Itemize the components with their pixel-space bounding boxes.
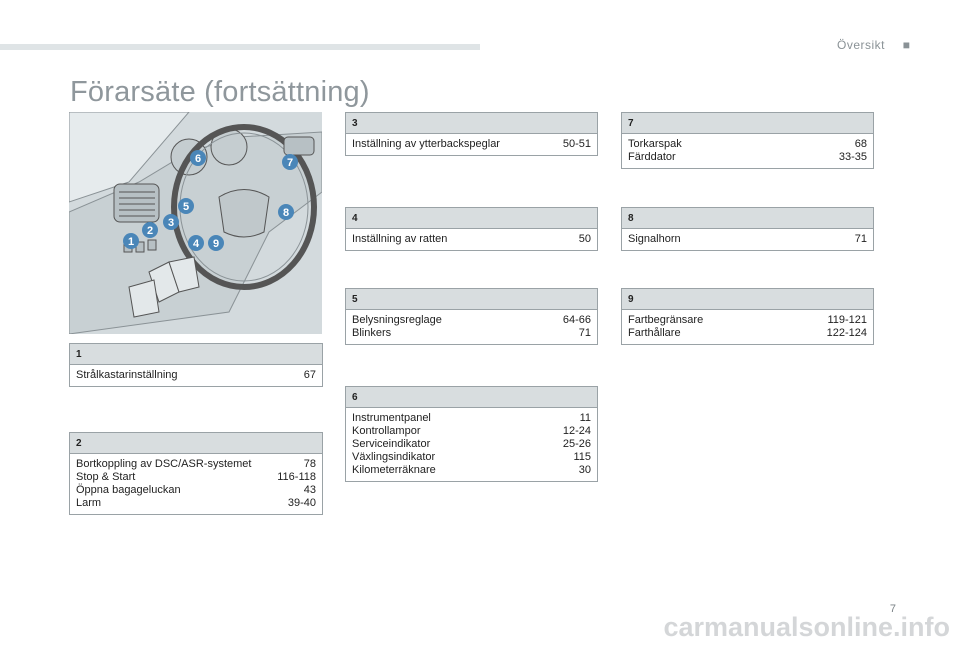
box-4 <box>345 207 598 251</box>
item-page: 64-66 <box>562 314 591 326</box>
box-3 <box>345 112 598 156</box>
svg-text:3: 3 <box>167 217 175 229</box>
svg-text:9: 9 <box>212 238 220 250</box>
header-bar <box>0 44 480 50</box>
item-page: 39-40 <box>287 497 316 509</box>
box-number: 3 <box>346 113 597 134</box>
item-page: 43 <box>303 484 316 496</box>
marker-8 <box>278 204 294 220</box>
page-number: 7 <box>889 603 896 615</box>
item-page: 33-35 <box>838 151 867 163</box>
item-page: 25-26 <box>562 438 591 450</box>
item-label: Kilometerräknare <box>352 464 436 476</box>
item-page: 67 <box>303 369 316 381</box>
item-label: Stop & Start <box>76 471 136 483</box>
item-page: 116-118 <box>277 471 316 483</box>
item-page: 50-51 <box>562 138 591 150</box>
item-page: 122-124 <box>826 327 867 339</box>
item-page: 115 <box>573 451 591 463</box>
box-number: 8 <box>622 208 873 229</box>
marker-1 <box>123 233 139 249</box>
list-item <box>352 233 591 246</box>
list-item <box>352 412 591 425</box>
list-item <box>352 438 591 451</box>
item-page: 71 <box>854 233 867 245</box>
marker-9 <box>208 235 224 251</box>
item-page: 68 <box>854 138 867 150</box>
marker-3 <box>163 214 179 230</box>
list-item <box>76 497 316 510</box>
list-item <box>76 484 316 497</box>
box-rows <box>346 408 597 481</box>
list-item <box>352 314 591 327</box>
list-item <box>352 327 591 340</box>
item-label: Växlingsindikator <box>352 451 436 463</box>
item-label: Öppna bagageluckan <box>76 484 181 496</box>
box-rows <box>622 229 873 250</box>
box-rows <box>70 365 322 386</box>
item-page: 50 <box>578 233 591 245</box>
box-rows <box>346 310 597 344</box>
box-number: 7 <box>622 113 873 134</box>
item-label: Belysningsreglage <box>352 314 442 326</box>
marker-4 <box>188 235 204 251</box>
marker-7 <box>282 154 298 170</box>
box-rows <box>70 454 322 514</box>
box-rows <box>346 229 597 250</box>
item-label: Strålkastarinställning <box>76 369 178 381</box>
list-item <box>628 327 867 340</box>
item-label: Blinkers <box>352 327 392 339</box>
box-number: 5 <box>346 289 597 310</box>
box-7 <box>621 112 874 169</box>
svg-text:2: 2 <box>146 225 154 237</box>
list-item <box>628 233 867 246</box>
list-item <box>76 471 316 484</box>
svg-text:4: 4 <box>192 238 200 250</box>
box-9 <box>621 288 874 345</box>
marker-5 <box>178 198 194 214</box>
box-rows <box>622 310 873 344</box>
item-label: Färddator <box>628 151 676 163</box>
page-title: Förarsäte (fortsättning) <box>70 76 370 108</box>
item-label: Kontrollampor <box>352 425 421 437</box>
box-number: 1 <box>70 344 322 365</box>
list-item <box>352 138 591 151</box>
list-item <box>76 369 316 382</box>
box-6 <box>345 386 598 482</box>
marker-6 <box>190 150 206 166</box>
item-label: Fartbegränsare <box>628 314 704 326</box>
list-item <box>352 425 591 438</box>
list-item <box>628 314 867 327</box>
list-item <box>352 464 591 477</box>
list-item <box>628 151 867 164</box>
item-page: 78 <box>303 458 316 470</box>
item-label: Serviceindikator <box>352 438 431 450</box>
box-number: 4 <box>346 208 597 229</box>
item-label: Larm <box>76 497 102 509</box>
item-label: Torkarspak <box>628 138 682 150</box>
item-label: Inställning av ratten <box>352 233 448 245</box>
svg-text:8: 8 <box>282 207 290 219</box>
item-label: Instrumentpanel <box>352 412 431 424</box>
dashboard-illustration <box>69 112 322 334</box>
svg-text:1: 1 <box>127 236 135 248</box>
item-label: Signalhorn <box>628 233 681 245</box>
item-page: 30 <box>578 464 591 476</box>
box-rows <box>622 134 873 168</box>
svg-text:5: 5 <box>182 201 190 213</box>
list-item <box>628 138 867 151</box>
item-page: 11 <box>579 412 591 424</box>
item-page: 12-24 <box>562 425 591 437</box>
item-page: 119-121 <box>827 314 867 326</box>
dashboard-drawing <box>69 112 322 334</box>
item-page: 71 <box>578 327 591 339</box>
item-label: Inställning av ytterbackspeglar <box>352 138 500 150</box>
section-marker: ■ <box>902 38 910 52</box>
marker-2 <box>142 222 158 238</box>
item-label: Farthållare <box>628 327 681 339</box>
svg-text:7: 7 <box>286 157 294 169</box>
box-number: 6 <box>346 387 597 408</box>
item-label: Bortkoppling av DSC/ASR-systemet <box>76 458 252 470</box>
box-5 <box>345 288 598 345</box>
list-item <box>352 451 591 464</box>
box-8 <box>621 207 874 251</box>
box-number: 2 <box>70 433 322 454</box>
box-number: 9 <box>622 289 873 310</box>
list-item <box>76 458 316 471</box>
box-1 <box>69 343 323 387</box>
box-rows <box>346 134 597 155</box>
watermark: carmanualsonline.info <box>663 612 950 642</box>
svg-text:6: 6 <box>194 153 202 165</box>
section-label: Översikt <box>836 38 885 52</box>
box-2 <box>69 432 323 515</box>
